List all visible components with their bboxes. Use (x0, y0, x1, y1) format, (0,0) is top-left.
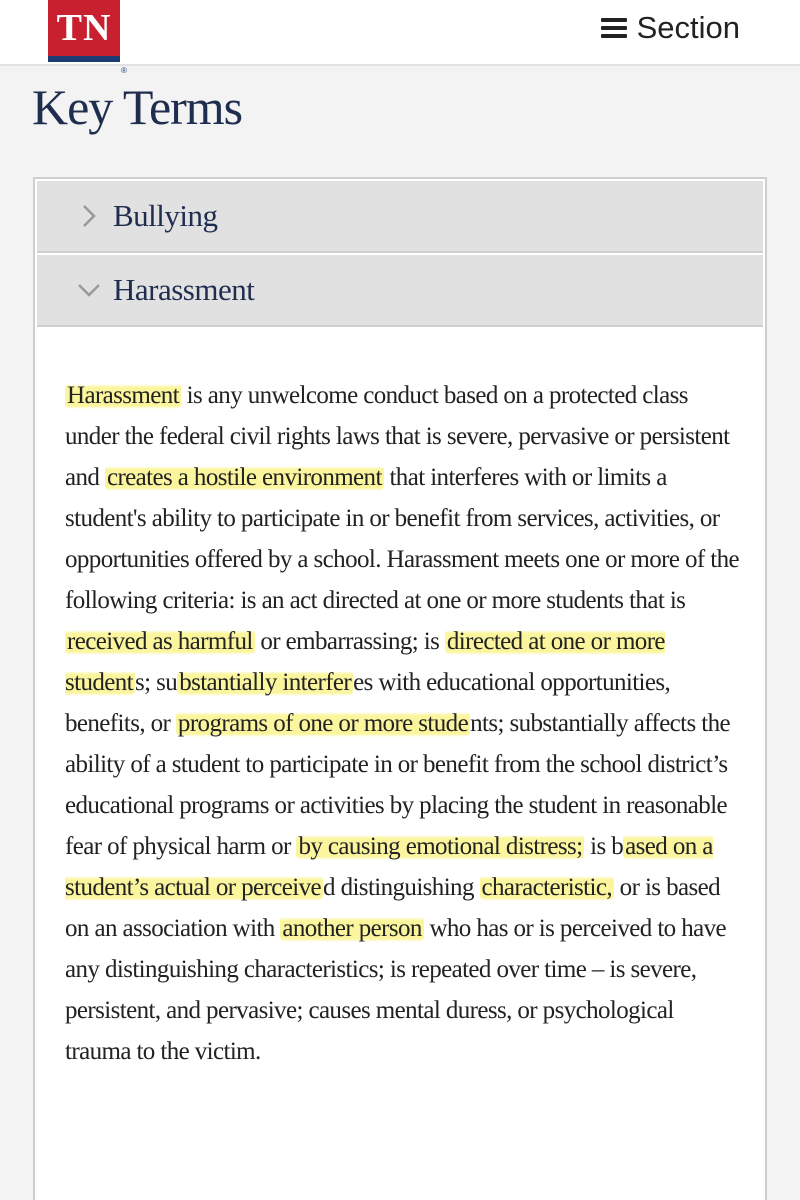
highlight: creates a hostile environment (106, 464, 382, 491)
body-text: that interferes with or limits a student's ability to participate in or benefit from services, activities, or opportunities offered by a school. Harassment meets one or more of the following criteria: is an act directed at one or more students that is (65, 464, 740, 614)
section-label: Section (636, 10, 740, 45)
highlight: by causing emotional distress; (298, 833, 583, 860)
body-text: s; su (135, 669, 178, 696)
body-text: or is based on an association with (65, 874, 720, 942)
body-text: or embarrassing; is (254, 628, 445, 655)
body-text: is any unwelcome conduct based on a protected class under the federal civil rights laws that is severe, pervasive or persistent and (65, 382, 730, 491)
section-menu-button[interactable] (601, 8, 740, 48)
accordion-label-bullying: Bullying (113, 198, 218, 233)
registered-mark: ® (121, 66, 127, 75)
highlight: characteristic, (481, 874, 613, 901)
highlight: received as harmful (67, 628, 253, 655)
key-terms-accordion (33, 177, 767, 1200)
body-text: d distinguishing (323, 874, 480, 901)
highlight: another person (282, 915, 422, 942)
body-text: nts; substantially affects the ability of a student to participate in or benefit from the school district’s educational programs or activities by placing the student in reasonable fear of physical harm or (65, 710, 731, 860)
hamburger-icon (601, 17, 627, 39)
highlight: ased on a student’s actual or perceive (65, 833, 713, 901)
highlight: directed at one or more student (65, 628, 665, 696)
body-text: is b (584, 833, 624, 860)
accordion-label-harassment: Harassment (113, 272, 255, 307)
chevron-right-icon (69, 203, 109, 229)
tn-logo[interactable] (48, 0, 120, 62)
page-title: Key Terms (32, 79, 243, 135)
accordion-item-bullying[interactable] (37, 181, 763, 253)
highlight: programs of one or more stude (177, 710, 469, 737)
logo-text: TN (56, 7, 112, 49)
top-bar (0, 0, 800, 66)
body-text: es with educational opportunities, benefits, or (65, 669, 671, 737)
highlight: Harassment (67, 382, 180, 409)
accordion-item-harassment[interactable] (37, 255, 763, 327)
body-text: who has or is perceived to have any distinguishing characteristics; is repeated over time – is severe, persistent, and pervasive; causes mental duress, or psychological trauma to the victim. (65, 915, 727, 1065)
highlight: bstantially interfer (179, 669, 352, 696)
harassment-definition (65, 375, 745, 1072)
chevron-down-icon (69, 281, 109, 299)
